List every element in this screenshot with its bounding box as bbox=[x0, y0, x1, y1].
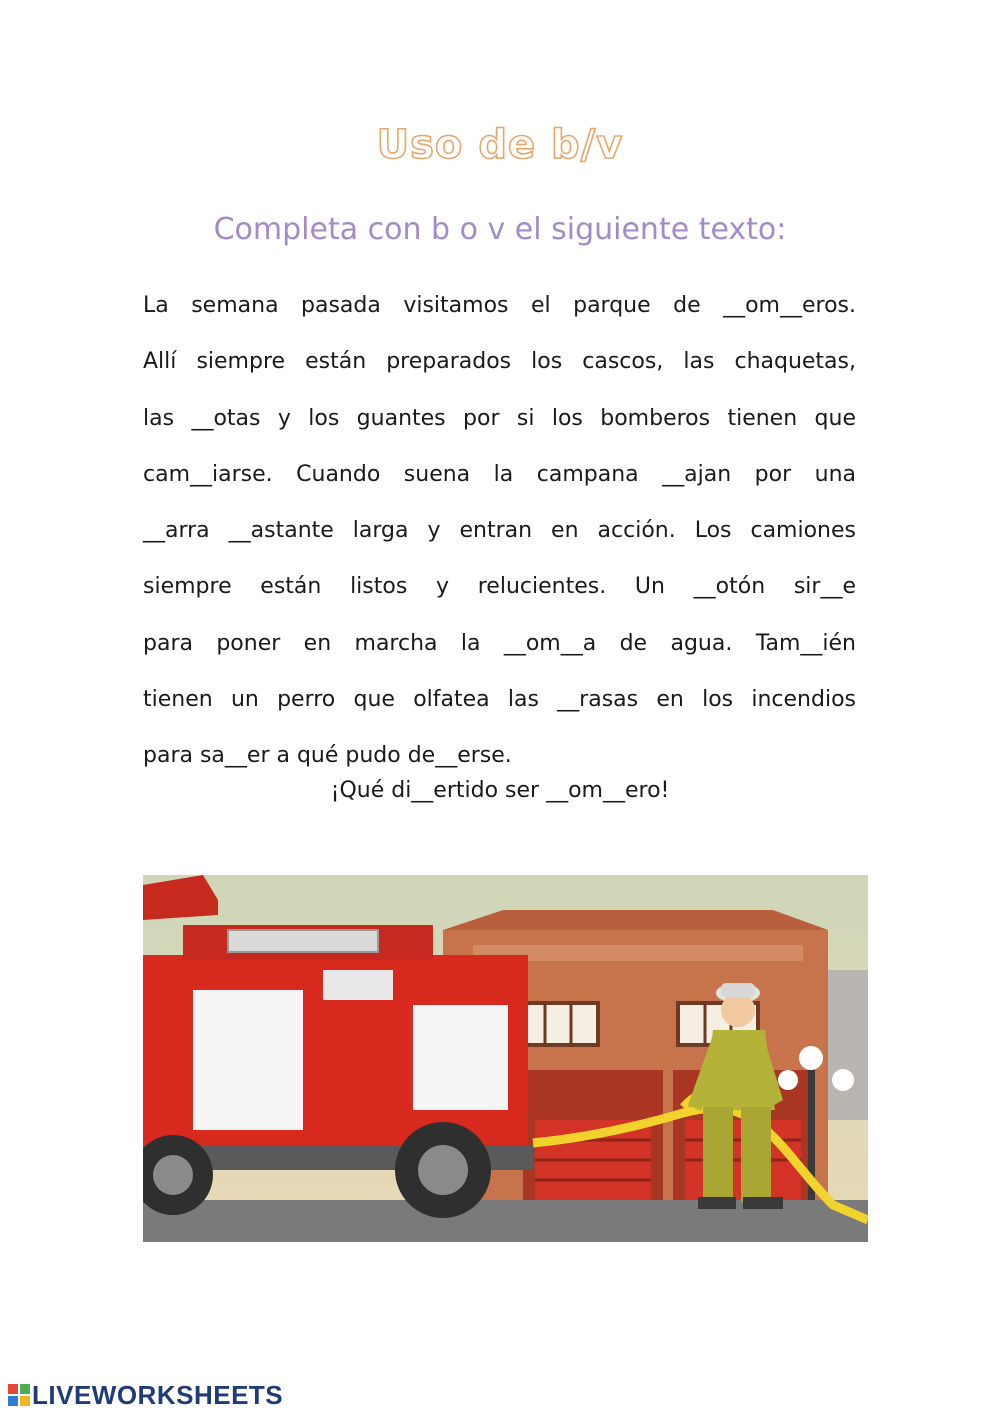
paragraph-line: La semana pasada visitamos el parque de __om__eros. bbox=[143, 293, 856, 318]
instructions-subtitle: Completa con b o v el siguiente texto: bbox=[213, 212, 787, 247]
footer-branding bbox=[8, 1380, 283, 1410]
closing-sentence: ¡Qué di__ertido ser __om__ero! bbox=[330, 778, 670, 803]
page-title: Uso de b/v bbox=[376, 122, 624, 168]
paragraph-line: __arra __astante larga y entran en acción. Los camiones bbox=[143, 518, 856, 544]
paragraph-line: cam__iarse. Cuando suena la campana __ajan por una bbox=[143, 461, 856, 487]
paragraph-line: siempre están listos y relucientes. Un __otón sir__e bbox=[143, 574, 856, 600]
fill-in-paragraph bbox=[143, 278, 856, 785]
liveworksheets-logo-icon bbox=[8, 1384, 30, 1406]
paragraph-line: para poner en marcha la __om__a de agua. Tam__ién bbox=[143, 630, 856, 656]
firefighter-illustration bbox=[143, 875, 868, 1242]
paragraph-line: para sa__er a qué pudo de__erse. bbox=[143, 743, 512, 769]
paragraph-line: las __otas y los guantes por si los bomberos tienen que bbox=[143, 405, 856, 431]
paragraph-line: Allí siempre están preparados los cascos, las chaquetas, bbox=[143, 349, 856, 375]
footer-brand-text: LIVEWORKSHEETS bbox=[32, 1379, 284, 1410]
paragraph-line: tienen un perro que olfatea las __rasas en los incendios bbox=[143, 687, 856, 713]
